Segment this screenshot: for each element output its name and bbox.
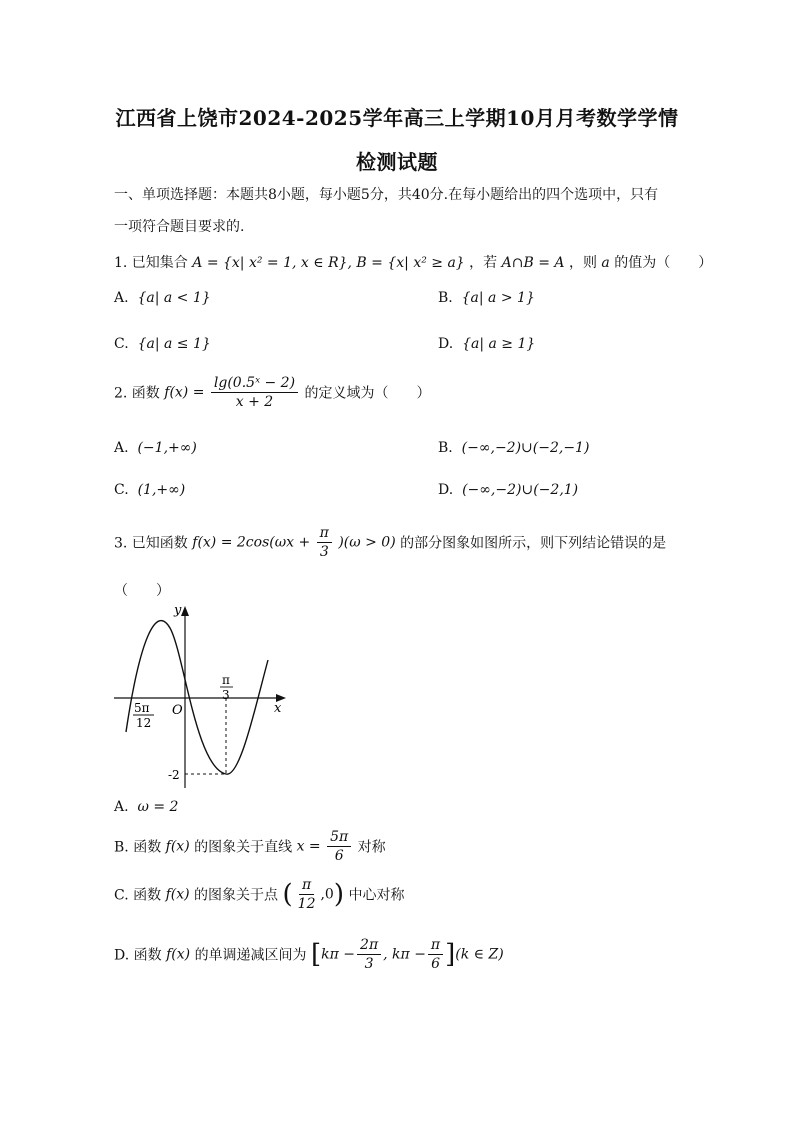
q3-option-b-mid: 的图象关于直线 — [194, 839, 293, 856]
q2-option-b[interactable]: B. (−∞,−2)∪(−2,−1) — [438, 440, 590, 456]
q3-option-b-den: 6 — [334, 848, 344, 864]
q2-option-d-text: (−∞,−2)∪(−2,1) — [462, 482, 579, 498]
question-1-stem — [114, 252, 712, 272]
q1-option-b-text: {a| a > 1} — [461, 290, 535, 306]
q1-var: a — [601, 255, 610, 271]
q3-option-c-end: 中心对称 — [348, 887, 405, 904]
q1-option-c-text: {a| a ≤ 1} — [137, 336, 211, 352]
q3-option-a-text: ω = 2 — [137, 799, 179, 815]
q1-end: 的值为（ ） — [614, 255, 713, 271]
q2-end: 的定义域为（ ） — [304, 385, 431, 402]
left-zero-den: 12 — [136, 716, 152, 730]
y-axis-label: y — [174, 603, 182, 618]
q3-option-d-lbracket: [ — [311, 939, 322, 970]
q3-option-d-num2: π — [428, 936, 443, 955]
q3-option-b-expr: x = — [296, 838, 321, 855]
q3-func-end: )(ω > 0) — [338, 534, 396, 551]
left-zero-num: 5π — [134, 701, 150, 715]
q1-option-b[interactable]: B. {a| a > 1} — [438, 290, 535, 306]
exam-title-line1: 江西省上饶市2024-2025学年高三上学期10月月考数学学情 — [115, 106, 679, 130]
q3-option-d-den1: 3 — [364, 956, 374, 972]
q3-option-c[interactable] — [114, 876, 404, 913]
section-instructions-line1: 一、单项选择题：本题共8小题，每小题5分，共40分.在每小题给出的四个选项中，只有 — [114, 187, 659, 203]
top-label-den: 3 — [222, 688, 230, 702]
q3-option-d-k2: , kπ − — [383, 946, 426, 963]
q1-option-c[interactable]: C. {a| a ≤ 1} — [114, 336, 211, 352]
section-instructions-line2: 一项符合题目要求的. — [114, 219, 245, 235]
q3-option-d-label: D. 函数 — [114, 947, 162, 964]
q3-option-d-den2: 6 — [431, 956, 440, 972]
question-2-stem — [114, 374, 431, 411]
q1-prefix: 1. 已知集合 — [114, 255, 188, 271]
q1-condition: A∩B = A — [501, 255, 565, 271]
y-axis-arrow — [181, 606, 189, 616]
q1-cond-prefix: ，若 — [469, 255, 498, 271]
q3-option-c-lparen: ( — [282, 879, 293, 910]
q3-option-c-rparen: ) — [333, 879, 344, 910]
q3-option-d-rbracket: ] — [445, 939, 456, 970]
q2-option-c[interactable]: C. (1,+∞) — [114, 482, 186, 498]
q2-prefix: 2. 函数 — [114, 385, 160, 402]
q1-option-d-text: {a| a ≥ 1} — [462, 336, 536, 352]
question-3-stem — [114, 524, 666, 561]
q3-answer-paren: （ ） — [114, 583, 170, 599]
q3-prefix: 3. 已知函数 — [114, 535, 188, 552]
q3-frac-den: 3 — [319, 544, 329, 560]
q3-fraction — [317, 524, 332, 561]
origin-label: O — [172, 703, 183, 718]
q2-denominator: x + 2 — [235, 394, 274, 410]
q3-option-d-func: f(x) — [166, 946, 191, 963]
q3-option-d-k1: kπ − — [321, 946, 356, 963]
min-value-label: -2 — [168, 768, 180, 782]
q3-option-b-func: f(x) — [165, 838, 190, 855]
q3-option-c-label: C. 函数 — [114, 887, 162, 904]
exam-title-line2: 检测试题 — [356, 150, 438, 174]
cosine-curve — [126, 621, 268, 775]
q3-option-d-end: (k ∈ Z) — [455, 946, 504, 963]
x-axis-label: x — [274, 701, 282, 716]
q3-option-b-num: 5π — [327, 828, 351, 847]
q3-option-d-mid: 的单调递减区间为 — [194, 947, 307, 964]
q3-option-b-end: 对称 — [357, 839, 386, 856]
q3-option-b[interactable] — [114, 828, 386, 865]
q3-frac-num: π — [317, 524, 332, 543]
q3-option-a-label: A. — [114, 799, 129, 815]
q3-function-graph — [110, 598, 300, 798]
q1-option-d[interactable]: D. {a| a ≥ 1} — [438, 336, 536, 352]
q3-option-c-fraction — [295, 876, 319, 913]
q3-option-d-fraction1 — [357, 936, 381, 973]
q2-fraction — [211, 374, 298, 411]
q3-end: 的部分图象如图所示，则下列结论错误的是 — [400, 535, 667, 552]
q3-option-b-fraction — [327, 828, 351, 865]
q3-option-b-label: B. 函数 — [114, 839, 162, 856]
q2-func: f(x) = — [164, 384, 205, 401]
q1-option-a-text: {a| a < 1} — [137, 290, 211, 306]
q3-func: f(x) = 2cos(ωx + — [192, 534, 311, 551]
q3-option-d-num1: 2π — [357, 936, 381, 955]
q2-option-d[interactable]: D. (−∞,−2)∪(−2,1) — [438, 482, 579, 498]
top-label-num: π — [222, 673, 230, 687]
q3-option-d[interactable] — [114, 936, 504, 973]
q2-option-c-text: (1,+∞) — [137, 482, 186, 498]
q3-option-c-num: π — [299, 876, 314, 895]
q2-option-a-text: (−1,+∞) — [137, 440, 197, 456]
q2-option-a[interactable]: A. (−1,+∞) — [114, 440, 197, 456]
q3-option-c-comma: ,0 — [320, 886, 334, 903]
q1-option-a[interactable]: A. {a| a < 1} — [114, 290, 211, 306]
q3-option-d-fraction2 — [428, 936, 443, 973]
q3-option-c-func: f(x) — [165, 886, 190, 903]
q1-suffix: ，则 — [568, 255, 597, 271]
q3-option-c-mid: 的图象关于点 — [194, 887, 279, 904]
q2-option-b-text: (−∞,−2)∪(−2,−1) — [461, 440, 590, 456]
q1-sets: A = {x| x² = 1, x ∈ R}, B = {x| x² ≥ a} — [192, 255, 465, 271]
q3-option-a[interactable] — [114, 799, 178, 815]
q3-option-c-den: 12 — [297, 896, 316, 912]
q2-numerator: lg(0.5ˣ − 2) — [211, 374, 298, 393]
